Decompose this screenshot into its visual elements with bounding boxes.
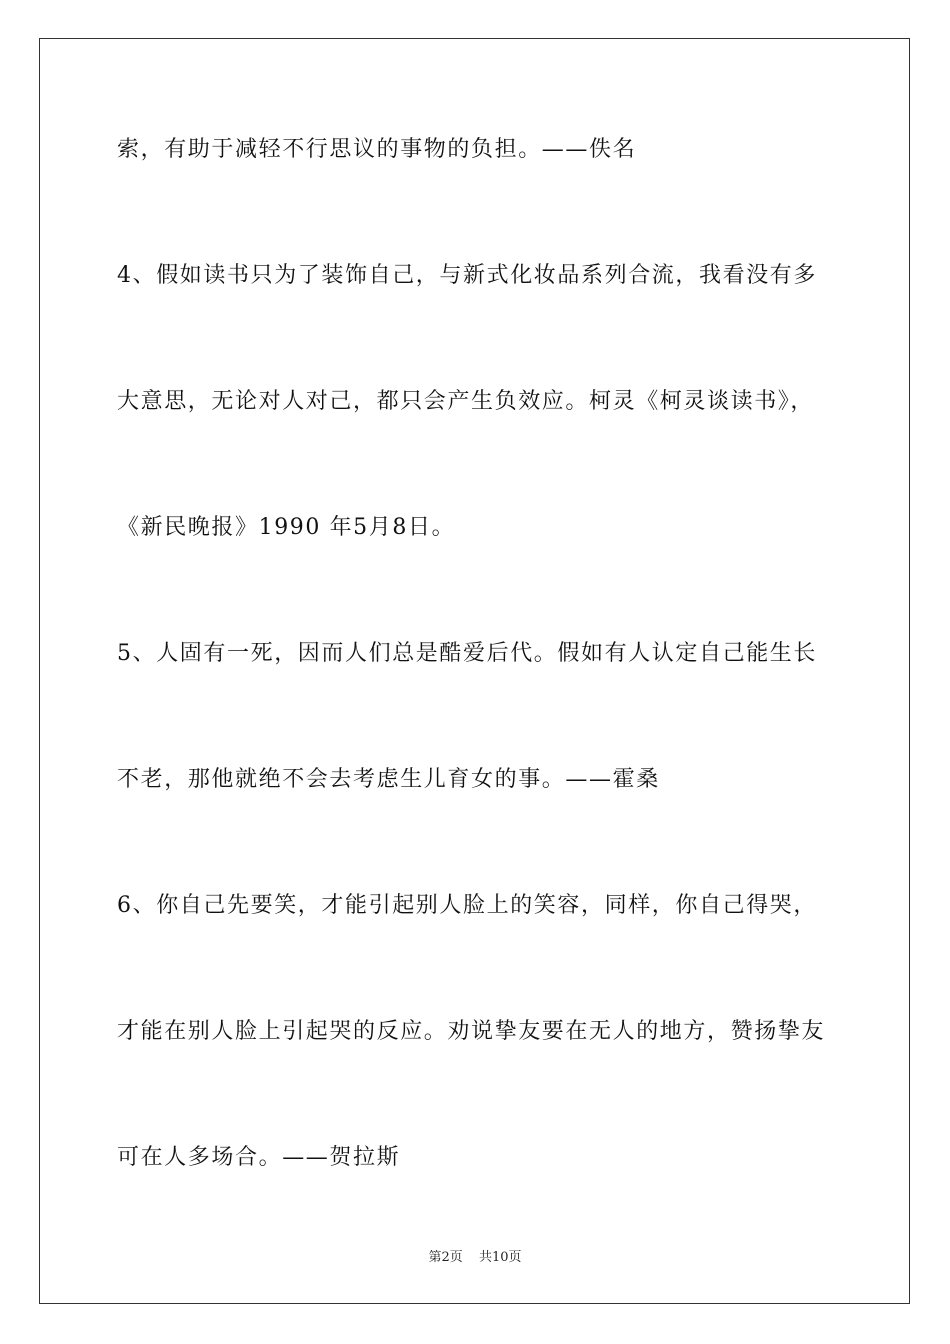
page-footer <box>0 1246 950 1265</box>
text-line: 才能在别人脸上引起哭的反应。劝说挚友要在无人的地方，赞扬挚友 <box>117 1019 826 1044</box>
page-total: 共10页 <box>478 1250 522 1265</box>
text-line: 大意思，无论对人对己，都只会产生负效应。柯灵《柯灵谈读书》， <box>117 389 815 414</box>
page-number: 第2页 <box>428 1250 463 1265</box>
text-line: 可在人多场合。——贺拉斯 <box>117 1145 401 1170</box>
text-line: 4、假如读书只为了装饰自己，与新式化妆品系列合流，我看没有多 <box>117 263 817 288</box>
text-line: 5、人固有一死，因而人们总是酷爱后代。假如有人认定自己能生长 <box>117 641 817 666</box>
document-body <box>117 126 837 1260</box>
text-line: 6、你自己先要笑，才能引起别人脸上的笑容，同样，你自己得哭， <box>117 893 817 918</box>
text-line: 不老，那他就绝不会去考虑生儿育女的事。——霍桑 <box>117 767 660 792</box>
text-line: 《新民晚报》1990 年5月8日。 <box>117 515 456 540</box>
text-line: 索，有助于减轻不行思议的事物的负担。——佚名 <box>117 137 637 162</box>
